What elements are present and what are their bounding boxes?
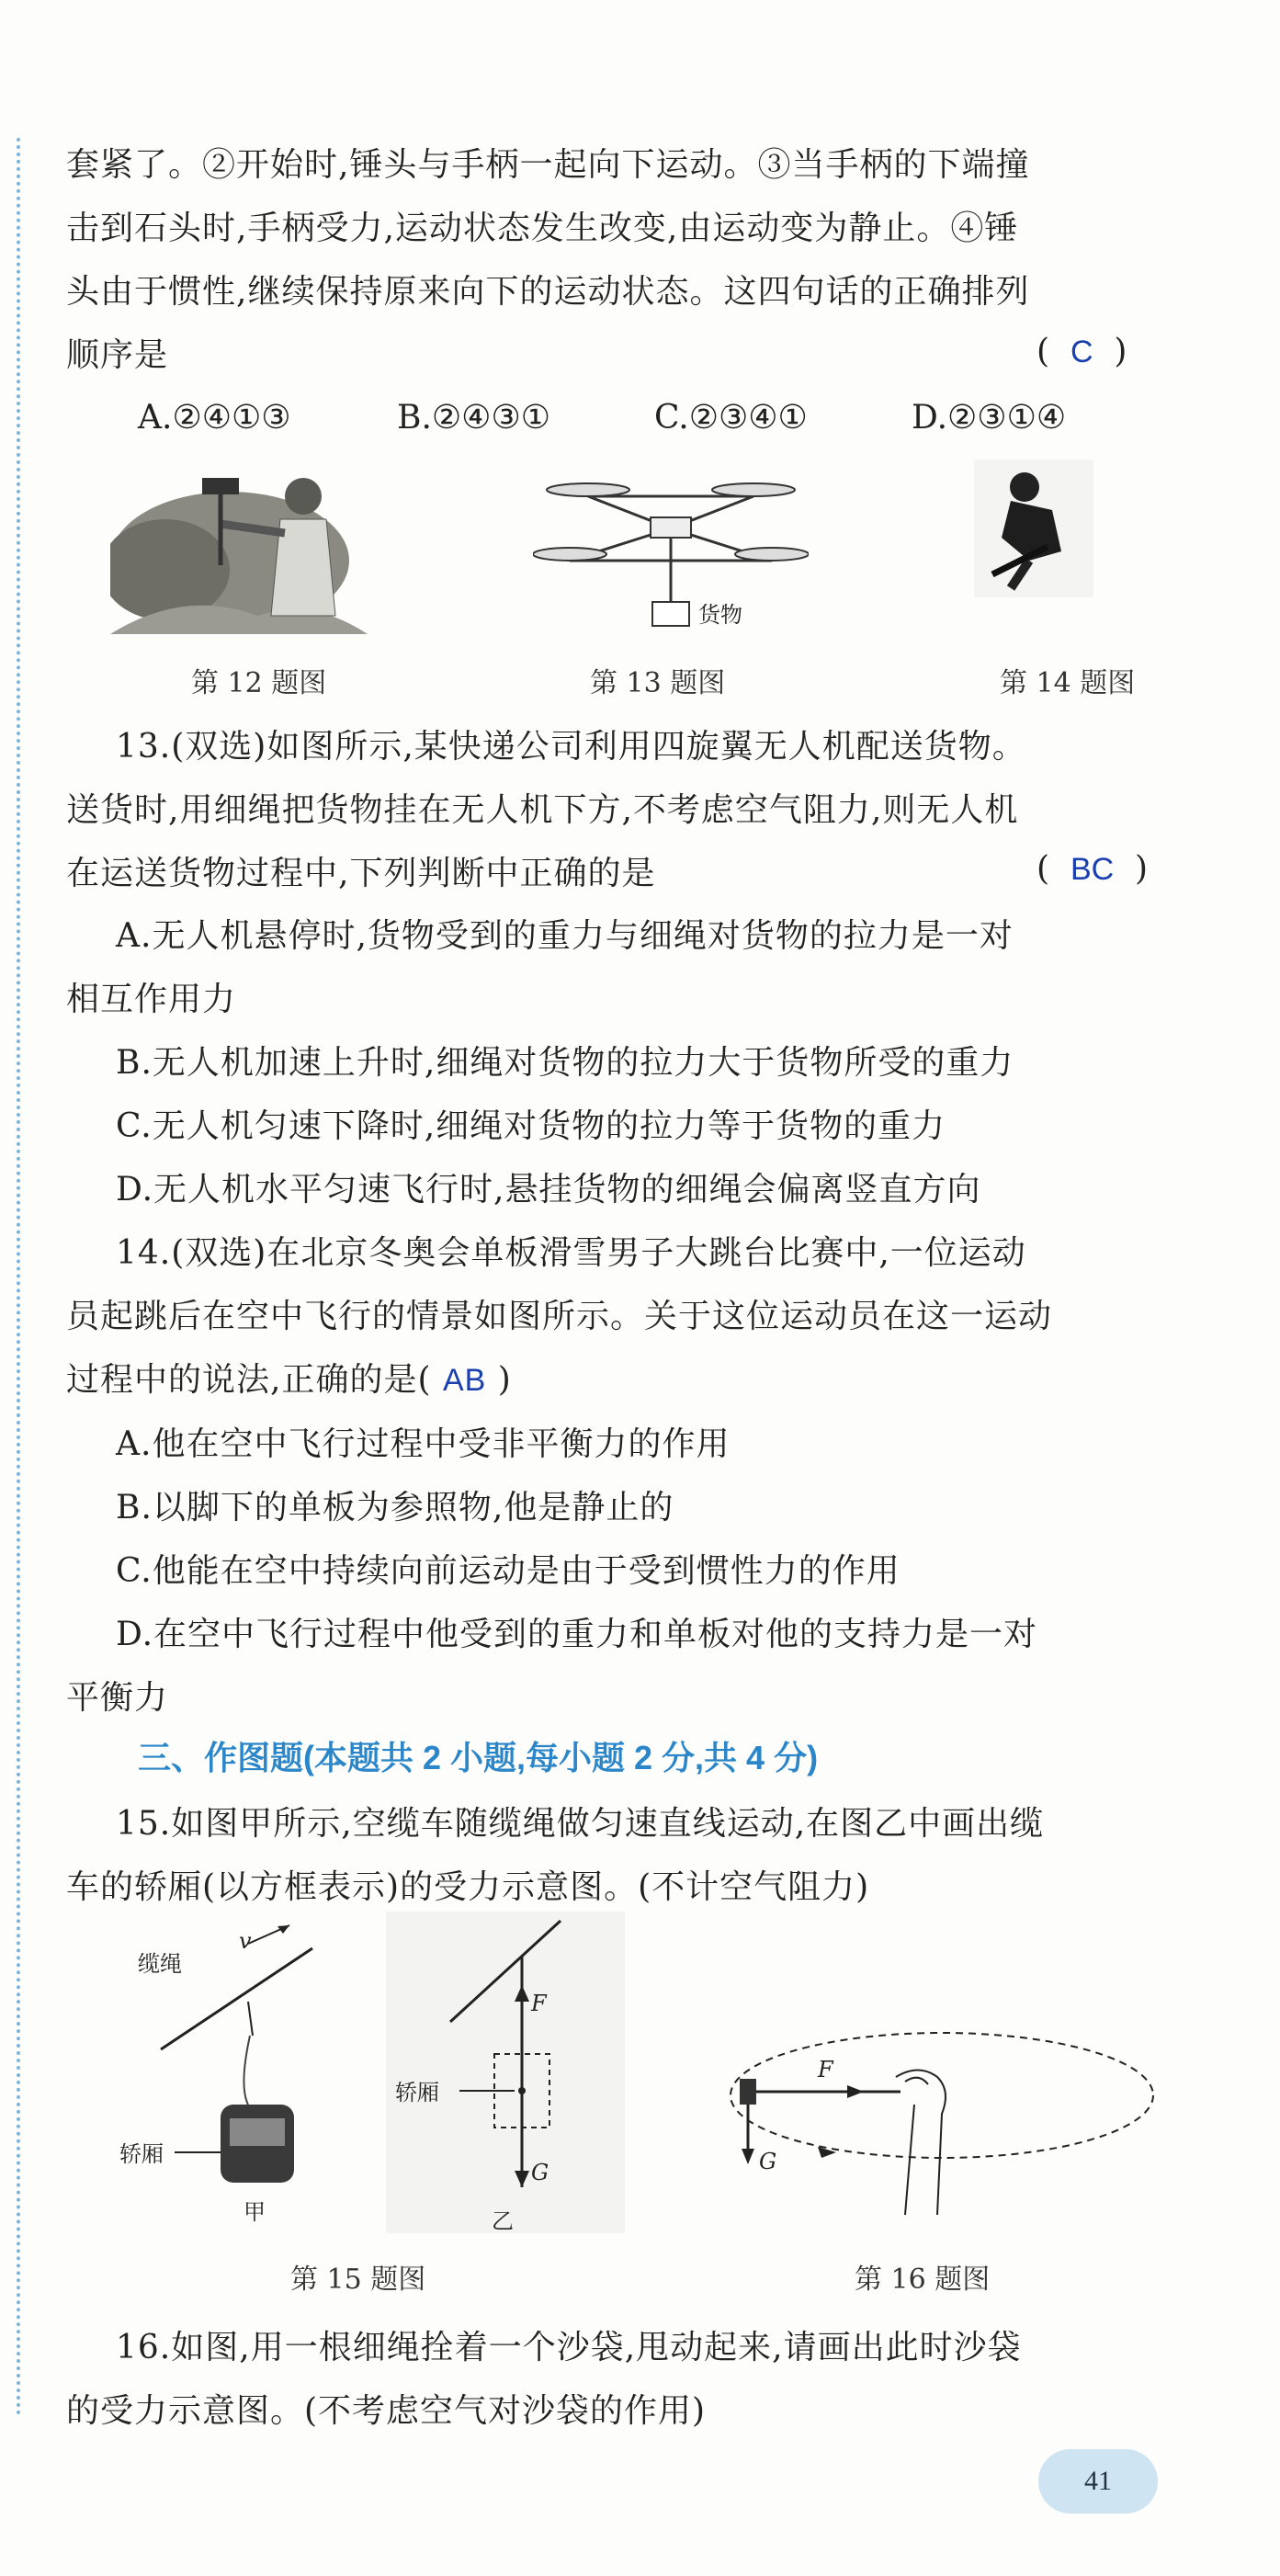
q12-answer-paren: ( C ) [1036, 333, 1127, 370]
q13-line2: 送货时,用细绳把货物挂在无人机下方,不考虑空气阻力,则无人机 [66, 791, 1019, 829]
q12-line3: 头由于惯性,继续保持原来向下的运动状态。这四句话的正确排列 [66, 273, 1030, 311]
fig13-caption: 第 13 题图 [590, 667, 726, 699]
page-number-badge [1038, 2449, 1158, 2514]
fig15-caption: 第 15 题图 [290, 2264, 426, 2296]
q12-option-c: C.②③④① [654, 399, 808, 437]
q13-line1: 13.(双选)如图所示,某快递公司利用四旋翼无人机配送货物。 [116, 728, 1026, 766]
q13-answer: BC [1070, 852, 1115, 887]
q13-option-b: B.无人机加速上升时,细绳对货物的拉力大于货物所受的重力 [116, 1044, 1014, 1082]
q12-answer: C [1070, 335, 1093, 369]
q14-option-b: B.以脚下的单板为参照物,他是静止的 [116, 1489, 674, 1526]
q14-stem [66, 1221, 1160, 1730]
fig12-caption: 第 12 题图 [191, 667, 327, 699]
q15-stem [66, 1792, 1160, 1919]
fig13-cargo-label: 货物 [698, 602, 742, 628]
q16-line2: 的受力示意图。(不考虑空气对沙袋的作用) [66, 2392, 707, 2430]
fig15-G-label: G [531, 2160, 549, 2185]
fig13-drone-diagram [533, 455, 809, 639]
q13-option-a-line2: 相互作用力 [66, 981, 237, 1018]
q13-stem [66, 715, 1160, 905]
q12-line4: 顺序是 [66, 336, 169, 374]
fig16-caption: 第 16 题图 [855, 2264, 991, 2296]
q14-line1: 14.(双选)在北京冬奥会单板滑雪男子大跳台比赛中,一位运动 [116, 1234, 1026, 1272]
fig15-yi-diagram [386, 1912, 625, 2233]
fig15-jia-diagram [110, 1921, 349, 2233]
q13-option-a-line1: A.无人机悬停时,货物受到的重力与细绳对货物的拉力是一对 [116, 917, 1014, 955]
q14-line3-suffix: ) [497, 1361, 512, 1399]
q16-line1: 16.如图,用一根细绳拴着一个沙袋,甩动起来,请画出此时沙袋 [116, 2329, 1022, 2366]
q16-stem [66, 2316, 1160, 2443]
q14-line3 [66, 1348, 1160, 1413]
fig15-jia-label: 甲 [244, 2199, 266, 2225]
q14-option-d-line1: D.在空中飞行过程中他受到的重力和单板对他的支持力是一对 [116, 1616, 1038, 1653]
fig15-cabin-label: 轿厢 [119, 2141, 164, 2167]
fig14-caption: 第 14 题图 [1000, 667, 1136, 699]
q12-option-b: B.②④③① [397, 399, 550, 437]
q13-options [66, 904, 1160, 1221]
margin-dotted-line [17, 138, 20, 2417]
fig16-F-label: F [818, 2057, 833, 2082]
fig15-yi-label: 乙 [492, 2208, 514, 2233]
q12-option-d: D.②③①④ [912, 399, 1067, 437]
fig15-cabin2-label: 轿厢 [395, 2080, 439, 2105]
q12-line2: 击到石头时,手柄受力,运动状态发生改变,由运动变为静止。④锤 [66, 210, 1019, 247]
fig12-hammer-photo [110, 460, 368, 643]
q14-line3-prefix: 过程中的说法,正确的是( [66, 1361, 432, 1399]
fig15-F-label: F [531, 1991, 547, 2016]
fig15-cable-label: 缆绳 [138, 1951, 182, 1977]
q12-option-a: A.②④①③ [138, 399, 291, 437]
section3-title: 三、作图题(本题共 2 小题,每小题 2 分,共 4 分) [138, 1739, 819, 1776]
fig15-v-label: v [239, 1928, 252, 1954]
q12-text [66, 133, 1160, 387]
q14-option-c: C.他能在空中持续向前运动是由于受到惯性力的作用 [116, 1552, 901, 1590]
q13-answer-paren: ( BC ) [1036, 850, 1149, 888]
fig16-sandbag-diagram [726, 1976, 1176, 2224]
q14-line2: 员起跳后在空中飞行的情景如图所示。关于这位运动员在这一运动 [66, 1298, 1053, 1335]
q14-option-a: A.他在空中飞行过程中受非平衡力的作用 [116, 1425, 731, 1463]
q12-line1: 套紧了。②开始时,锤头与手柄一起向下运动。③当手柄的下端撞 [66, 146, 1030, 184]
fig16-G-label: G [759, 2149, 777, 2174]
page-number: 41 [1084, 2466, 1112, 2496]
q14-option-d-line2: 平衡力 [66, 1679, 169, 1717]
q15-line1: 15.如图甲所示,空缆车随缆绳做匀速直线运动,在图乙中画出缆 [116, 1805, 1045, 1843]
q13-line3: 在运送货物过程中,下列判断中正确的是 [66, 855, 656, 892]
q15-line2: 车的轿厢(以方框表示)的受力示意图。(不计空气阻力) [66, 1868, 870, 1906]
q13-option-c: C.无人机匀速下降时,细绳对货物的拉力等于货物的重力 [116, 1107, 946, 1145]
fig14-snowboarder-photo [974, 460, 1093, 597]
q14-answer: AB [442, 1363, 487, 1398]
q13-option-d: D.无人机水平匀速飞行时,悬挂货物的细绳会偏离竖直方向 [116, 1171, 981, 1209]
